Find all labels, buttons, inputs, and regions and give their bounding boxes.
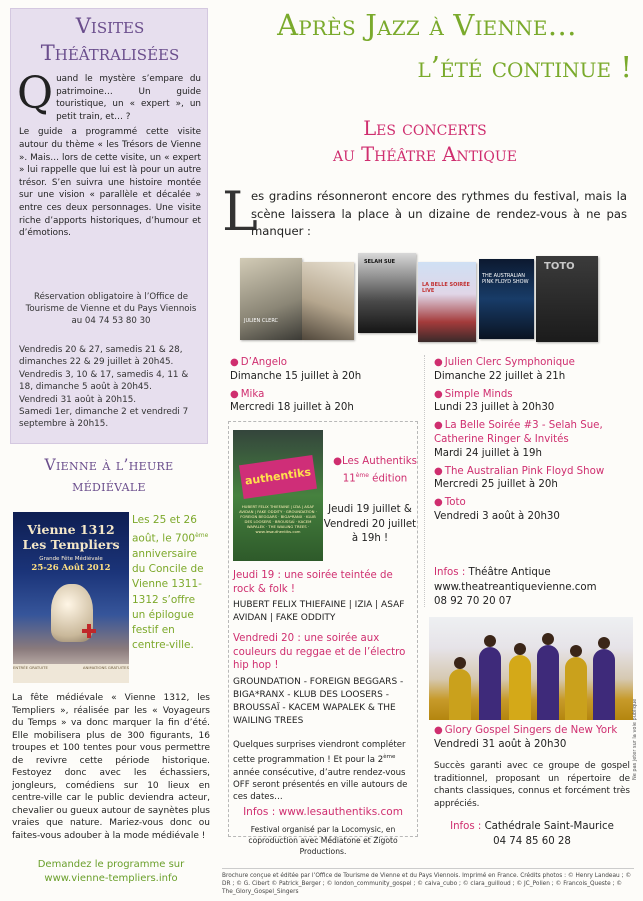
concert-name: Toto [444,497,466,509]
singer-head [542,633,554,645]
visites-date-line: Vendredis 3, 10 & 17, samedis 4, 11 & 18, dimanche 5 août à 20h45. [19,369,189,393]
concert-name: Mika [240,388,265,400]
authentiks-infos-link[interactable]: Infos : www.lesauthentiks.com [243,806,403,818]
mika-photo [302,262,354,340]
infos-place: Théâtre Antique [465,567,551,578]
visites-title [11,13,209,67]
bullet-icon: ● [434,725,443,736]
fete-paragraph: La fête médiévale « Vienne 1312, les Templiers », réalisée par les « Voyageurs du Temps » va donc marquer la fin d’été. Elle mobilisera plus de 300 figurants, 16 troupes et 100 tentes pour vous permettre de revivre cette période historique. Festoyez donc avec les échassiers, jongleurs, comédiens sur 10 lieux en centre-ville car le public deviendra acteur, chevalier ou gueux autour de saynètes plus vraies que nature. Mariez-vous donc ou faites-vous adouber à la mode médiévale ! [12,693,210,841]
singer-figure [479,647,501,720]
list-item [434,419,634,460]
surprise-sup: ème [383,754,396,761]
infos-place: Cathédrale Saint-Maurice [481,821,614,832]
visites-dates [19,344,203,431]
authentiks-title: Les Authentiks [341,456,417,467]
concert-date: Mercredi 18 juillet à 20h [230,402,354,414]
authentiks-surprises [233,739,413,804]
toto-cover [536,256,598,342]
concert-name: Julien Clerc Symphonique [444,357,575,368]
gospel-concert [434,724,634,752]
side-note: Ne pas jeter sur la voie publique [632,698,638,780]
gospel-singers-photo [429,617,633,720]
visites-body [17,68,201,243]
singer-head [570,645,582,657]
bullet-icon: ● [333,456,342,467]
photo-credits: Brochure conçue et éditée par l’Office de Tourisme de Vienne et du Pays Viennois. Imprimé en France. Crédits photos : © Henry Landeau ; © DR ; © G. Cibert © Patrick_Berger ; © london_community_gospel ; © caiva_cubo ; © clara_guilloud ; © JC_Polien ; © Francois_Queste ; © The_Glory_Gospel_Singers [222,868,634,896]
visites-title-line1: Visites [75,14,145,38]
selah-sue-cover [358,253,416,333]
thumb-label: TOTO [544,261,575,272]
concert-name: Simple Minds [444,388,513,400]
list-item [434,356,634,384]
thumb-label: SELAH SUE [364,259,396,265]
visites-title-line2: Théâtralisées [40,41,180,65]
list-item [434,465,634,493]
authentiks-day1-lineup: HUBERT FELIX THIEFAINE | IZIA | ASAF AVIDAN | FAKE ODDITY [233,600,405,623]
vienne-title-line2: médiévale [72,477,146,495]
drop-cap-l: L [222,180,258,243]
list-item [434,496,634,524]
anniv-sup: ème [195,532,209,540]
headline-line2: l’été continue ! [417,50,632,84]
surprise-part: année consécutive, d’autre rendez-vous OFF seront présentés en ville autours de ces dates… [233,767,408,803]
singer-head [484,635,496,647]
concerts-title [232,116,618,168]
visites-date-line: Vendredis 20 & 27, samedis 21 & 28, dimanches 22 & 29 juillet à 20h45. [19,345,183,368]
vienne-title-line1: Vienne à l’heure [44,456,174,474]
singer-figure [565,657,587,720]
poster-footer-right: ANIMATIONS GRATUITES [82,665,129,670]
anniv-part: Les 25 et 26 août, le 700 [132,514,197,545]
theatre-infos [434,566,634,610]
singer-head [514,643,526,655]
thumb-label: THE AUSTRALIAN PINK FLOYD SHOW [482,273,529,285]
column-divider [424,355,425,607]
visites-box [10,8,208,444]
bullet-icon: ● [230,388,239,400]
visites-date-line: Vendredi 31 août à 20h15. [19,394,137,405]
visites-date-line: Samedi 1er, dimanche 2 et vendredi 7 septembre à 20h15. [19,407,189,430]
edition-sup: ème [355,471,369,479]
bullet-icon: ● [230,357,239,368]
programme-url-link[interactable]: www.vienne-templiers.info [44,873,178,884]
infos-label: Infos : [434,567,466,578]
poster-title: authentiks [239,455,317,499]
vienne-title [10,455,208,497]
concert-name: La Belle Soirée #3 - Selah Sue, Catherine Ringer & Invités [434,420,603,445]
poster-line: Vienne 1312 [27,522,115,537]
singer-figure [509,655,531,720]
concert-date: Vendredi 31 août à 20h30 [434,738,567,750]
authentiks-day2-heading: Vendredi 20 : une soirée aux couleurs du reggae et de l’électro hip hop ! [233,633,406,671]
belle-soiree-cover [418,262,476,342]
poster-footer-left: ENTRÉE GRATUITE [13,665,48,670]
visites-paragraph-1: uand le mystère s’empare du patrimoine… Un guide touristique, un « expert », un petit train, et… ? [56,74,201,122]
bullet-icon: ● [434,465,443,477]
concert-date: Vendredi 3 août à 20h30 [434,510,560,522]
list-item [230,356,420,384]
bullet-icon: ● [434,357,443,368]
templar-cross-icon [82,624,96,638]
intro-paragraph: es gradins résonneront encore des rythmes du festival, mais la scène laissera la place à un dizaine de rendez-vous à ne pas manquer : [251,189,627,238]
headline-line1: Après Jazz à Vienne… [277,8,577,42]
thumb-label: LA BELLE SOIRÉE LIVE [422,282,470,294]
concert-date: Mardi 24 juillet à 19h [434,447,542,459]
poster-line: Les Templiers [22,537,120,552]
authentiks-dates: Jeudi 19 juillet & Vendredi 20 juillet à 19h ! [323,504,417,544]
singer-figure [537,645,559,720]
concert-date: Dimanche 22 juillet à 21h [434,370,566,382]
concert-name: The Australian Pink Floyd Show [444,465,605,477]
list-item [230,388,420,416]
cathedrale-infos [434,820,630,849]
thumb-label: JULIEN CLERC [244,318,279,324]
concerts-list-right [434,356,634,528]
concerts-title-line1: Les concerts [363,117,487,140]
concerts-list-left [230,356,420,419]
authentiks-day1-heading: Jeudi 19 : une soirée teintée de rock & folk ! [233,570,393,595]
singer-head [598,637,610,649]
poster-line: Grande Fête Médiévale [39,556,103,562]
julien-clerc-photo [240,258,302,340]
infos-label: Infos : [450,821,482,832]
programme-link-block[interactable] [12,858,210,886]
poster-date: 25-26 Août 2012 [31,563,111,573]
templiers-poster-image [13,512,129,683]
edition-number: 11 [342,472,356,484]
authentiks-name [330,455,420,485]
programme-label: Demandez le programme sur [37,859,185,870]
bullet-icon: ● [434,388,443,400]
bullet-icon: ● [434,420,443,432]
theatre-url-link[interactable]: www.theatreantiquevienne.com [434,581,597,593]
poster-lineup: HUBERT FELIX THIEFAINE | IZIA | ASAF AVIDAN | FAKE ODDITY · GROUNDATION · FOREIGN BEGGARS · BIGA*RANX · KLUB DES LOOSERS · BROUSSAÏ · KACEM WAPALEK · THE WAILING TREES · www.lesauthentiks.com [239,504,317,534]
pink-floyd-show-cover [479,259,534,339]
drop-cap-q: Q [17,68,54,119]
list-item [434,388,634,416]
edition-label: édition [368,472,408,484]
authentiks-organizer: Festival organisé par la Locomysic, en coproduction avec Médiatone et Zigoto Productions. [248,825,398,856]
singer-head [454,657,466,669]
concert-date: Dimanche 15 juillet à 20h [230,370,362,382]
singer-figure [449,669,471,720]
anniversary-text [132,513,210,653]
anniv-part: anniversaire du Concile de Vienne 1311-1312 s’offre un épilogue festif en centre-ville. [132,547,204,652]
concert-name: D’Angelo [240,357,288,368]
visites-reservation: Réservation obligatoire à l’Office de Tourisme de Vienne et du Pays Viennois au 04 74 53 80 30 [25,292,197,327]
visites-paragraph-2: Le guide a programmé cette visite autour du thème « les Trésors de Vienne ». Mais… lors de cette visite, un « expert » lui rappelle que lui est là pour un autre trésor. S’en suivra une histoire montée sur une vision « parallèle et décalée » entre ces deux personnages. Une visite riche d’apports historiques, d’humour et d’émotions. [19,127,201,239]
singer-figure [593,649,615,720]
concert-date: Lundi 23 juillet à 20h30 [434,402,555,414]
concert-name: Glory Gospel Singers de New York [444,725,618,736]
theatre-phone: 08 92 70 20 07 [434,596,512,607]
cathedrale-phone: 04 74 85 60 28 [493,835,571,847]
concerts-title-line2: au Théâtre Antique [333,143,517,166]
authentiks-day2-lineup: GROUNDATION - FOREIGN BEGGARS - BIGA*RANX - KLUB DES LOOSERS - BROUSSAÏ - KACEM WAPALEK & THE WAILING TREES [233,677,404,726]
gospel-description: Succès garanti avec ce groupe de gospel traditionnel, proposant un répertoire de chants classiques, connus et forcément très appréciés. [434,761,630,809]
surprise-part: Quelques surprises viendront compléter cette programmation ! Et pour la 2 [233,740,406,766]
concert-date: Mercredi 25 juillet à 20h [434,479,558,491]
authentiks-poster-image [233,430,323,561]
bullet-icon: ● [434,497,443,509]
